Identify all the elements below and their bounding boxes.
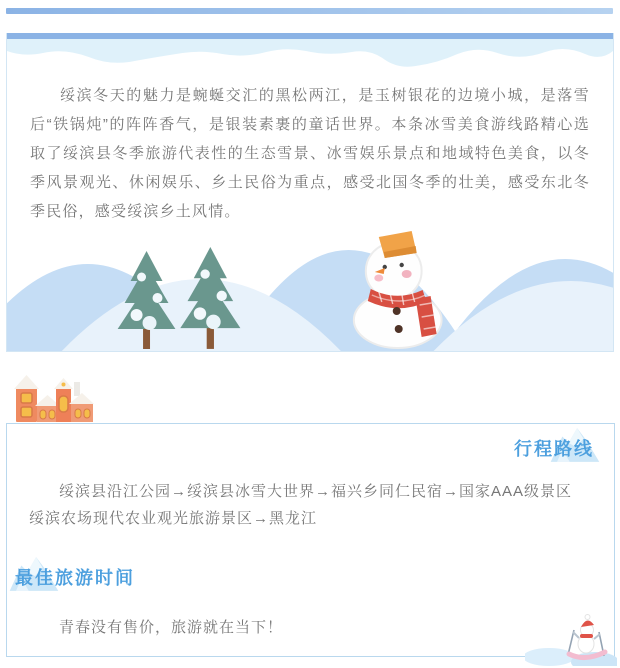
route-line: 绥滨农场现代农业观光旅游景区→黑龙江: [29, 510, 318, 527]
route-card: [6, 423, 615, 657]
winter-scene-illustration: [7, 219, 613, 351]
snow-drip-border: [7, 39, 613, 67]
top-divider-bar: [6, 8, 613, 14]
best-time-text: 青春没有售价，旅游就在当下！: [59, 619, 284, 636]
route-heading-label: 行程路线: [514, 439, 594, 459]
best-time-heading: [15, 566, 614, 590]
intro-paragraph: 绥滨冬天的魅力是蜿蜒交汇的黑松两江，是玉树银花的边境小城，是落雪后“铁锅炖”的阵阵香气，是银装素裹的童话世界。本条冰雪美食游线路精心选取了绥滨县冬季旅游代表性的生态雪景、冰雪娱乐景点和地域特色美食，以冬季风景观光、休闲娱乐、乡土民俗为重点，感受北国冬季的壮美，感受东北冬季民俗，感受绥滨乡土风情。: [30, 87, 590, 220]
route-text: [29, 478, 592, 532]
route-heading: [7, 437, 594, 461]
skiing-snowman-icon: [525, 608, 617, 666]
snow-hill-light: [434, 281, 613, 351]
route-line: 绥滨县沿江公园→绥滨县冰雪大世界→福兴乡同仁民宿→国家AAA级景区: [59, 483, 573, 500]
snow-village-houses-icon: [14, 372, 94, 424]
best-time-heading-label: 最佳旅游时间: [15, 568, 135, 588]
intro-card: [6, 33, 614, 352]
